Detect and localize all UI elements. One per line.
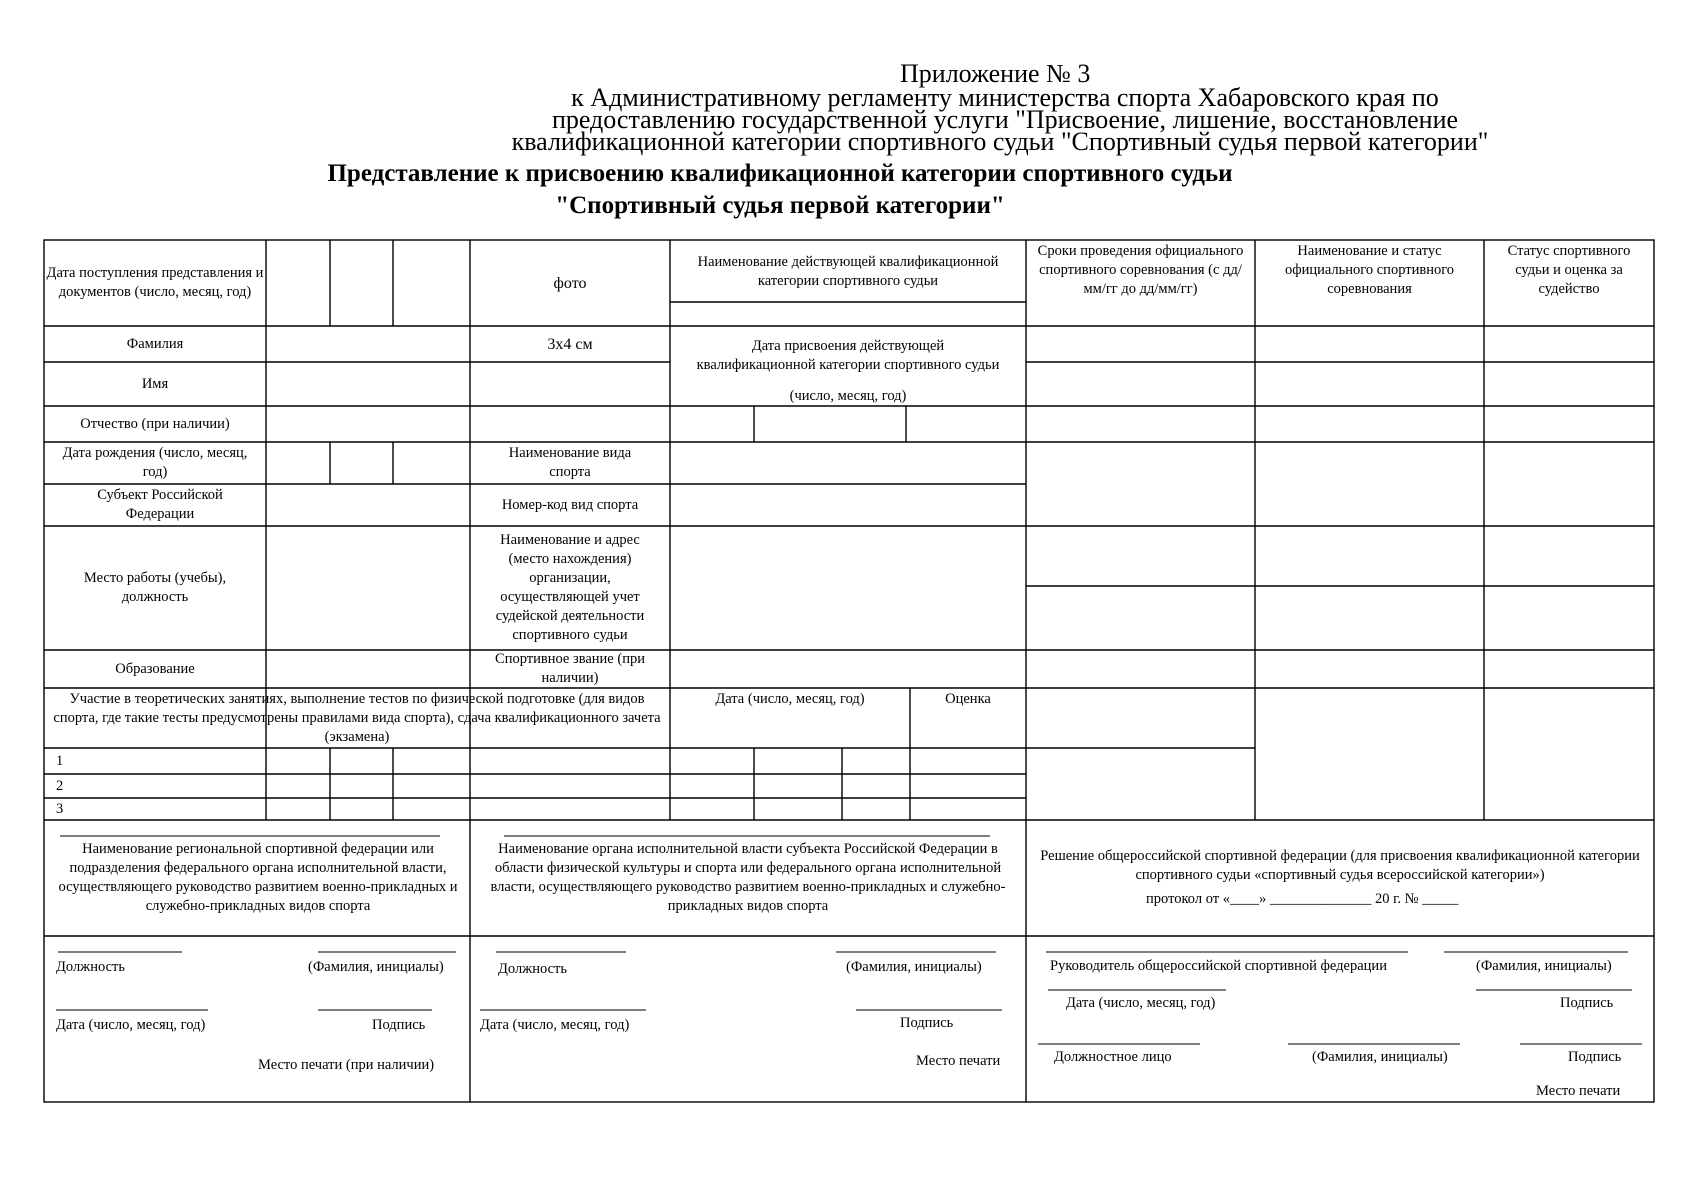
region-label: Субъект Российской Федерации bbox=[97, 487, 223, 522]
date-label: Дата (число, месяц, год) bbox=[56, 1017, 206, 1033]
official-label: Должностное лицо bbox=[1054, 1049, 1172, 1065]
sport-title-label: Спортивное звание (при наличии) bbox=[495, 651, 645, 686]
surname-label: Фамилия bbox=[126, 335, 184, 352]
date-column-header: Дата (число, месяц, год) bbox=[715, 691, 865, 707]
protocol-line: протокол от «____» ______________ 20 г. № _____ bbox=[1146, 891, 1459, 907]
photo-size-label: 3х4 см bbox=[547, 335, 593, 353]
header-line-1: к Административному регламенту министерства спорта Хабаровского края по bbox=[571, 83, 1439, 112]
name-label: Имя bbox=[141, 375, 169, 392]
date-label: Дата (число, месяц, год) bbox=[480, 1017, 630, 1033]
grade-column-header: Оценка bbox=[945, 691, 991, 707]
birth-date-label: Дата рождения (число, месяц, год) bbox=[62, 445, 248, 480]
signature-label: Подпись bbox=[1568, 1049, 1622, 1065]
executive-authority-label: Наименование органа исполнительной власти субъекта Российской Федерации в области физической культуры и спорта или федерального органа исполнительной власти, осуществляющего руководство развитием военно-прикладных и служебно-прикладных видов спорта bbox=[490, 841, 1006, 914]
row-number: 1 bbox=[56, 753, 64, 769]
date-assigned-format: (число, месяц, год) bbox=[789, 387, 907, 404]
row-number: 2 bbox=[56, 778, 64, 794]
signature-label: Подпись bbox=[1560, 995, 1614, 1011]
stamp-label: Место печати bbox=[1536, 1083, 1621, 1099]
header-line-3: квалификационной категории спортивного судьи "Спортивный судья первой категории" bbox=[511, 127, 1489, 156]
form-title: Представление к присвоению квалификационной категории спортивного судьи bbox=[327, 160, 1233, 187]
header-line-2: предоставлению государственной услуги "Присвоение, лишение, восстановление bbox=[551, 105, 1459, 134]
participation-label: Участие в теоретических занятиях, выполнение тестов по физической подготовке (для видов спорта, где такие тесты предусмотрены правилами вида спорта), сдача квалификационного зачета (экзамена) bbox=[53, 691, 661, 745]
judge-status-header: Статус спортивного судьи и оценка за судейство bbox=[1507, 243, 1631, 297]
photo-label: фото bbox=[553, 274, 587, 292]
sport-name-label: Наименование вида спорта bbox=[508, 445, 632, 480]
stamp-optional-label: Место печати (при наличии) bbox=[258, 1057, 435, 1073]
signature-label: Подпись bbox=[900, 1015, 954, 1031]
form-subtitle: "Спортивный судья первой категории" bbox=[555, 192, 1005, 219]
education-label: Образование bbox=[115, 660, 195, 677]
date-assigned-label: Дата присвоения действующей квалификационной категории спортивного судьи bbox=[696, 338, 1000, 373]
fio-label: (Фамилия, инициалы) bbox=[1312, 1049, 1448, 1065]
fio-label: (Фамилия, инициалы) bbox=[308, 959, 444, 975]
competition-dates-header: Сроки проведения официального спортивного соревнования (с дд/мм/гг до дд/мм/гг) bbox=[1037, 243, 1244, 297]
patronymic-label: Отчество (при наличии) bbox=[80, 415, 230, 432]
signature-label: Подпись bbox=[372, 1017, 426, 1033]
date-received-label: Дата поступления представления и документов (число, месяц, год) bbox=[46, 265, 264, 300]
position-label: Должность bbox=[56, 959, 125, 975]
workplace-label: Место работы (учебы), должность bbox=[83, 570, 227, 605]
position-label: Должность bbox=[498, 961, 567, 977]
appendix-number: Приложение № 3 bbox=[900, 59, 1091, 88]
federation-head-label: Руководитель общероссийской спортивной федерации bbox=[1050, 958, 1387, 974]
regional-federation-label: Наименование региональной спортивной федерации или подразделения федерального органа исполнительной власти, осуществляющего руководство развитием военно-прикладных и служебно-прикладных видов спорта bbox=[58, 841, 458, 914]
sport-code-label: Номер-код вид спорта bbox=[501, 496, 639, 513]
competition-name-header: Наименование и статус официального спортивного соревнования bbox=[1284, 243, 1455, 297]
stamp-label: Место печати bbox=[916, 1053, 1001, 1069]
federation-decision-label: Решение общероссийской спортивной федерации (для присвоения квалификационной категории спортивного судьи «спортивный судья всероссийской категории») bbox=[1040, 848, 1640, 883]
date-label: Дата (число, месяц, год) bbox=[1066, 995, 1216, 1011]
row-number: 3 bbox=[56, 801, 64, 817]
fio-label: (Фамилия, инициалы) bbox=[846, 959, 982, 975]
org-name-label: Наименование и адрес (место нахождения) организации, осуществляющей учет судейской деятельности спортивного судьи bbox=[495, 532, 645, 643]
current-category-label: Наименование действующей квалификационной категории спортивного судьи bbox=[697, 254, 999, 289]
fio-label: (Фамилия, инициалы) bbox=[1476, 958, 1612, 974]
